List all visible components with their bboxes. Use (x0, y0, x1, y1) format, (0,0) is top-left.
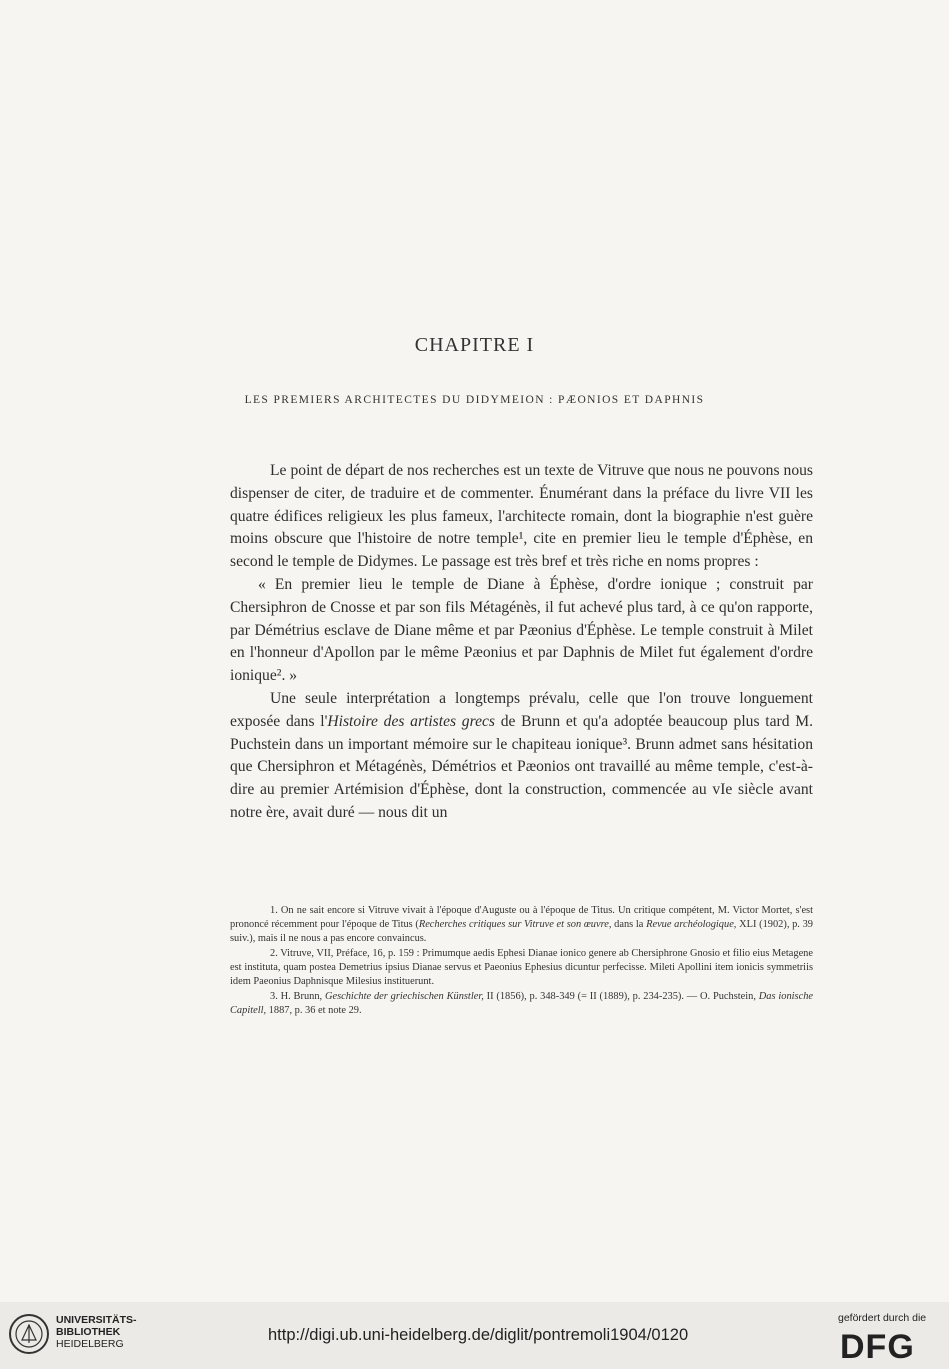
library-name-line1: UNIVERSITÄTS- (56, 1314, 137, 1326)
footnote-1-title-b: Revue archéologique, (646, 919, 737, 930)
footer-bar (0, 1302, 949, 1369)
footnote-3-text-a: 3. H. Brunn, (270, 991, 325, 1002)
footnote-1-title-a: Recherches critiques sur Vitruve et son œuvre, (418, 919, 612, 930)
footnote-1 (230, 904, 813, 946)
footnote-2: 2. Vitruve, VII, Préface, 16, p. 159 : Primumque aedis Ephesi Dianae ionico genere ab Chersiphrone Gnosio et filio eius Metagene est instituta, quam postea Demetrius ipsius Dianae servus et Paeonius Ephesius dicuntur perfecisse. Mileti Apollini item ionicis symmetriis idem Paeonius Daphnisque Milesius instituerunt. (230, 948, 813, 987)
paragraph-1: Le point de départ de nos recherches est un texte de Vitruve que nous ne pouvons nous dispenser de citer, de traduire et de commenter. Énumérant dans la préface du livre VII les quatre édifices religieux les plus fameux, l'architecte romain, dont la biographie n'est guère moins obscure que l'histoire de notre temple¹, cite en premier lieu le temple d'Éphèse, en second le temple de Didymes. Le passage est très bref et très riche en noms propres : (230, 462, 813, 571)
library-name-line3: HEIDELBERG (56, 1338, 124, 1350)
university-seal-icon (8, 1313, 50, 1355)
footnote-3-title-b: Das ionische Capitell, (230, 991, 813, 1016)
paragraph-3 (230, 688, 813, 825)
library-name (56, 1314, 137, 1350)
footnote-3-text-c: 1887, p. 36 et note 29. (266, 1005, 362, 1016)
footnote-1-text-b: dans la (611, 919, 647, 930)
footnote-3-title-a: Geschichte der griechischen Künstler, (324, 991, 484, 1002)
paragraph-quote: « En premier lieu le temple de Diane à Éphèse, d'ordre ionique ; construit par Chersiphron de Cnosse et par son fils Métagénès, il fut achevé plus tard, à ce qu'on rapporte, par Démétrius esclave de Diane même et par Pæonius d'Éphèse. Le temple construit à Milet en l'honneur d'Apollon par le même Pæonius et par Daphnis de Milet fut également d'ordre ionique². » (230, 575, 813, 685)
funder-caption: gefördert durch die (838, 1312, 927, 1324)
book-title-histoire: Histoire des artistes grecs (327, 712, 495, 730)
footnote-1-text-c: XLI (1902), p. 39 suiv.), mais il ne nous a pas encore convaincus. (230, 919, 813, 944)
chapter-subtitle: LES PREMIERS ARCHITECTES DU DIDYMEION : PÆONIOS ET DAPHNIS (244, 394, 705, 406)
chapter-title: CHAPITRE I (414, 334, 535, 356)
permalink-url[interactable]: http://digi.ub.uni-heidelberg.de/diglit/pontremoli1904/0120 (268, 1326, 689, 1344)
footnote-3-text-b: II (1856), p. 348-349 (= II (1889), p. 234-235). — O. Puchstein, (483, 991, 759, 1002)
body-text (230, 460, 813, 825)
paragraph-3-part-b: de Brunn et qu'a adoptée beaucoup plus tard M. Puchstein dans un important mémoire sur le chapiteau ionique³. Brunn admet sans hésitation que Chersiphron et Métagénès, Démétrios et Pæonios ont travaillé au même temple, c'est-à-dire au premier Artémision d'Éphèse, dont la construction, commencée au vIe siècle avant notre ère, avait duré — nous dit un (230, 712, 813, 821)
dfg-logo: DFG (840, 1328, 915, 1366)
footnotes (230, 904, 813, 1019)
footnote-3 (230, 990, 813, 1018)
library-name-line2: BIBLIOTHEK (56, 1326, 121, 1338)
paragraph-3-part-a: Une seule interprétation a longtemps prévalu, celle que l'on trouve longuement exposée dans l' (230, 689, 813, 730)
footnote-1-text-a: 1. On ne sait encore si Vitruve vivait à l'époque d'Auguste ou à l'époque de Titus. Un critique compétent, M. Victor Mortet, s'est prononcé récemment pour l'époque de Titus ( (230, 905, 813, 930)
